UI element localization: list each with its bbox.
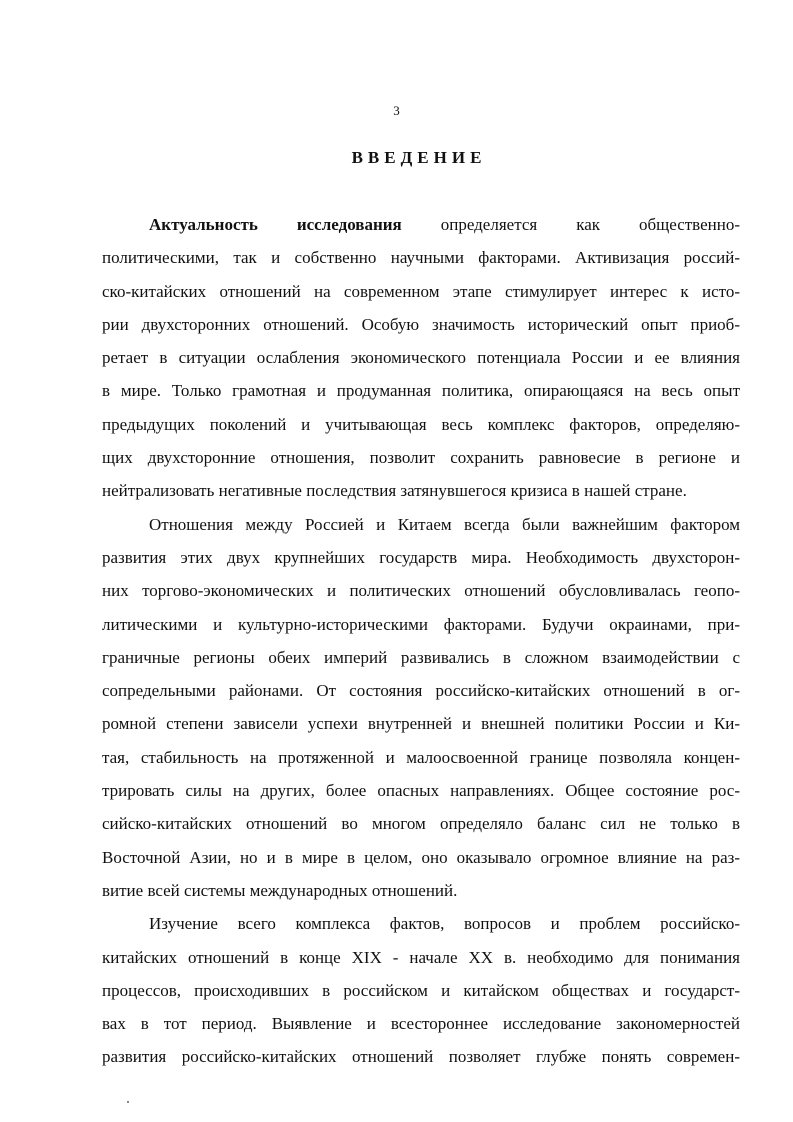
text-line: ромной степени зависели успехи внутренней и внешней политики России и Ки-	[102, 714, 740, 734]
text-line: тая, стабильность на протяженной и малоосвоенной границе позволяла концен-	[102, 747, 740, 767]
text-line: граничные регионы обеих империй развивались в сложном взаимодействии с	[102, 647, 740, 667]
text-line: Восточной Азии, но и в мире в целом, оно оказывало огромное влияние на раз-	[102, 847, 740, 867]
text-line: развития российско-китайских отношений позволяет глубже понять современ-	[102, 1047, 740, 1067]
text-line: в мире. Только грамотная и продуманная политика, опирающаяся на весь опыт	[102, 381, 740, 401]
text-line: ретает в ситуации ослабления экономического потенциала России и ее влияния	[102, 348, 740, 368]
text-line: нейтрализовать негативные последствия затянувшегося кризиса в нашей стране.	[102, 481, 687, 501]
text-line: ско-китайских отношений на современном этапе стимулирует интерес к исто-	[102, 281, 740, 301]
text-line: развития этих двух крупнейших государств мира. Необходимость двухсторон-	[102, 547, 740, 567]
page-number: 3	[393, 103, 400, 118]
text-line: трировать силы на других, более опасных направлениях. Общее состояние рос-	[102, 781, 740, 801]
text-line: сийско-китайских отношений во многом определяло баланс сил не только в	[102, 814, 740, 834]
text-line: Изучение всего комплекса фактов, вопросов и проблем российско-	[149, 914, 740, 934]
scan-speck	[127, 1101, 129, 1103]
text-line: литическими и культурно-историческими факторами. Будучи окраинами, при-	[102, 614, 740, 634]
bold-term-research: исследования	[296, 215, 402, 234]
text-line: витие всей системы международных отношений.	[102, 880, 458, 900]
text-line: процессов, происходивших в российском и китайском обществах и государст-	[102, 980, 740, 1000]
text-line: рии двухсторонних отношений. Особую значимость исторический опыт приоб-	[102, 314, 740, 334]
bold-term-relevance: Актуальность	[149, 215, 258, 234]
body-text	[102, 208, 740, 1074]
text-line: китайских отношений в конце XIX - начале XX в. необходимо для понимания	[102, 947, 740, 967]
lead-line-text: определяется как общественно-	[440, 215, 740, 234]
text-line: щих двухсторонние отношения, позволит сохранить равновесие в регионе и	[102, 448, 740, 468]
paragraph-1-lead-line	[102, 208, 740, 241]
text-line: сопредельными районами. От состояния российско-китайских отношений в ог-	[102, 681, 740, 701]
text-line: вах в тот период. Выявление и всестороннее исследование закономерностей	[102, 1014, 740, 1034]
text-line: предыдущих поколений и учитывающая весь комплекс факторов, определяю-	[102, 414, 740, 434]
section-heading: ВВЕДЕНИЕ	[351, 148, 487, 167]
text-line: них торгово-экономических и политических отношений обусловливалась геопо-	[102, 581, 740, 601]
text-line: политическими, так и собственно научными факторами. Активизация россий-	[102, 248, 740, 268]
text-line: Отношения между Россией и Китаем всегда были важнейшим фактором	[149, 514, 740, 534]
